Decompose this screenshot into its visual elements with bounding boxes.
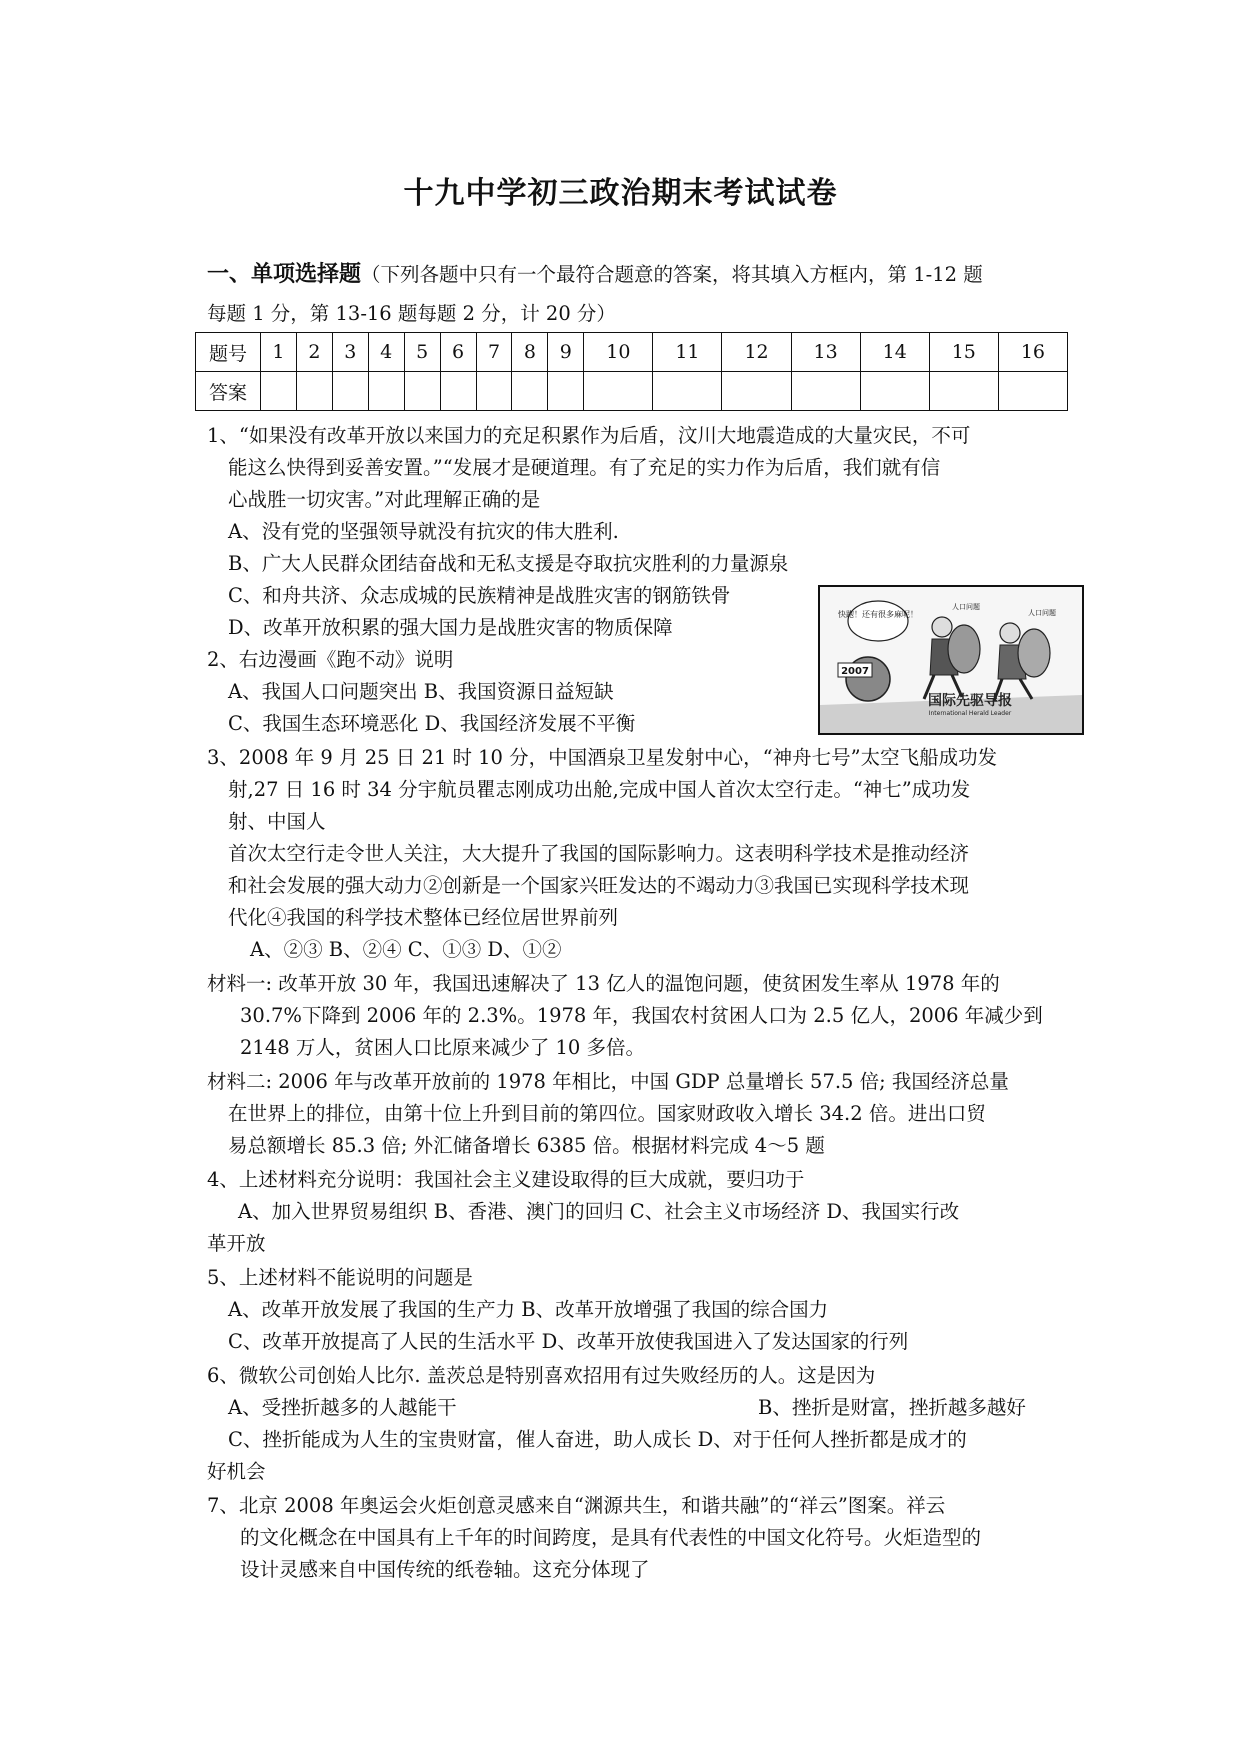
- text-line: 30.7%下降到 2006 年的 2.3%。1978 年，我国农村贫困人口为 2.5 亿人，2006 年减少到: [240, 1004, 1043, 1027]
- row-label-answer: 答案: [196, 372, 261, 411]
- row-label-question: 题号: [196, 333, 261, 372]
- text-line: 6、微软公司创始人比尔. 盖茨总是特别喜欢招用有过失败经历的人。这是因为: [207, 1364, 876, 1387]
- text-line: 2148 万人，贫困人口比原来减少了 10 多倍。: [240, 1036, 646, 1059]
- text-line: 4、上述材料充分说明：我国社会主义建设取得的巨大成就，要归功于: [207, 1168, 805, 1191]
- text-line: 的文化概念在中国具有上千年的时间跨度，是具有代表性的中国文化符号。火炬造型的: [240, 1526, 982, 1549]
- answer-cell[interactable]: [584, 372, 653, 411]
- text-line: 材料一: 改革开放 30 年，我国迅速解决了 13 亿人的温饱问题，使贫困发生率从 1978 年的: [207, 972, 1000, 995]
- question-number: 14: [860, 333, 929, 372]
- answer-cell[interactable]: [332, 372, 368, 411]
- text-line: A、加入世界贸易组织 B、香港、澳门的回归 C、社会主义市场经济 D、我国实行改: [238, 1200, 960, 1223]
- question-number: 16: [998, 333, 1067, 372]
- text-line: 材料二: 2006 年与改革开放前的 1978 年相比，中国 GDP 总量增长 57.5 倍; 我国经济总量: [207, 1070, 1009, 1093]
- text-line: 易总额增长 85.3 倍; 外汇储备增长 6385 倍。根据材料完成 4～5 题: [228, 1134, 825, 1157]
- text-line: A、②③ B、②④ C、①③ D、①②: [250, 938, 562, 961]
- text-line: 7、北京 2008 年奥运会火炬创意灵感来自“渊源共生，和谐共融”的“祥云”图案。祥云: [207, 1494, 946, 1517]
- answer-cell[interactable]: [653, 372, 722, 411]
- text-line: 好机会: [207, 1460, 266, 1483]
- text-line: 和社会发展的强大动力②创新是一个国家兴旺发达的不竭动力③我国已实现科学技术现: [228, 874, 970, 897]
- question-number: 9: [548, 333, 584, 372]
- cartoon-banner: 国际先驱导报: [928, 693, 1012, 709]
- text-line: C、改革开放提高了人民的生活水平 D、改革开放使我国进入了发达国家的行列: [228, 1330, 909, 1353]
- answer-cell[interactable]: [548, 372, 584, 411]
- answer-cell[interactable]: [929, 372, 998, 411]
- answer-cell[interactable]: [791, 372, 860, 411]
- section-note-line2: 每题 1 分，第 13-16 题每题 2 分，计 20 分）: [207, 302, 616, 325]
- answer-table: [195, 332, 1068, 411]
- question-number: 2: [296, 333, 332, 372]
- text-line: A、受挫折越多的人越能干: [228, 1396, 457, 1419]
- question-number: 6: [440, 333, 476, 372]
- question-number: 8: [512, 333, 548, 372]
- text-line: 5、上述材料不能说明的问题是: [207, 1266, 473, 1289]
- text-line: 代化④我国的科学技术整体已经位居世界前列: [228, 906, 619, 929]
- cartoon-drawing: [820, 587, 1082, 733]
- text-line: 设计灵感来自中国传统的纸卷轴。这充分体现了: [240, 1558, 650, 1581]
- text-line: 1、“如果没有改革开放以来国力的充足积累作为后盾，汶川大地震造成的大量灾民，不可: [207, 424, 971, 447]
- text-line: 革开放: [207, 1232, 266, 1255]
- cartoon-tag: 人口问题: [1028, 609, 1056, 617]
- answer-cell[interactable]: [998, 372, 1067, 411]
- text-line: A、没有党的坚强领导就没有抗灾的伟大胜利.: [228, 520, 619, 543]
- answer-cell[interactable]: [512, 372, 548, 411]
- text-line: A、我国人口问题突出 B、我国资源日益短缺: [228, 680, 614, 703]
- text-line: 能这么快得到妥善安置。”“发展才是硬道理。有了充足的实力作为后盾，我们就有信: [228, 456, 941, 479]
- text-line: 3、2008 年 9 月 25 日 21 时 10 分，中国酒泉卫星发射中心，“神舟七号”太空飞船成功发: [207, 746, 998, 769]
- section-note: （下列各题中只有一个最符合题意的答案，将其填入方框内，第 1-12 题: [361, 263, 983, 286]
- cartoon-banner-en: International Herald Leader: [928, 710, 1012, 717]
- text-line: B、广大人民群众团结奋战和无私支援是夺取抗灾胜利的力量源泉: [228, 552, 789, 575]
- question-number: 10: [584, 333, 653, 372]
- answer-cell[interactable]: [860, 372, 929, 411]
- answer-cell[interactable]: [440, 372, 476, 411]
- text-line: A、改革开放发展了我国的生产力 B、改革开放增强了我国的综合国力: [228, 1298, 829, 1321]
- text-line: B、挫折是财富，挫折越多越好: [758, 1396, 1026, 1419]
- text-line: C、我国生态环境恶化 D、我国经济发展不平衡: [228, 712, 636, 735]
- text-line: 2、右边漫画《跑不动》说明: [207, 648, 454, 671]
- question-number: 11: [653, 333, 722, 372]
- question-number: 4: [368, 333, 404, 372]
- cartoon-speech: 快跑！还有很多麻呢！: [838, 610, 918, 619]
- text-line: 心战胜一切灾害。”对此理解正确的是: [228, 488, 541, 511]
- question-number: 15: [929, 333, 998, 372]
- page-title: 十九中学初三政治期末考试试卷: [403, 176, 838, 211]
- text-line: C、和舟共济、众志成城的民族精神是战胜灾害的钢筋铁骨: [228, 584, 731, 607]
- text-line: 射、中国人: [228, 810, 326, 833]
- question-number: 1: [261, 333, 297, 372]
- text-line: 射,27 日 16 时 34 分宇航员瞿志刚成功出舱,完成中国人首次太空行走。“神七”成功发: [228, 778, 971, 801]
- answer-cell[interactable]: [261, 372, 297, 411]
- question-number: 7: [476, 333, 512, 372]
- answer-cell[interactable]: [296, 372, 332, 411]
- cartoon-year: 2007: [841, 666, 869, 677]
- cartoon-illustration: [818, 585, 1084, 735]
- cartoon-tag: 人口问题: [952, 603, 980, 611]
- section-heading: 一、单项选择题: [207, 261, 362, 287]
- answer-table-answer-row: [196, 372, 1068, 411]
- answer-table-number-row: [196, 333, 1068, 372]
- text-line: 在世界上的排位，由第十位上升到目前的第四位。国家财政收入增长 34.2 倍。进出口贸: [228, 1102, 986, 1125]
- question-number: 12: [722, 333, 791, 372]
- answer-cell[interactable]: [722, 372, 791, 411]
- text-line: 首次太空行走令世人关注，大大提升了我国的国际影响力。这表明科学技术是推动经济: [228, 842, 970, 865]
- answer-cell[interactable]: [368, 372, 404, 411]
- answer-cell[interactable]: [404, 372, 440, 411]
- text-line: C、挫折能成为人生的宝贵财富，催人奋进，助人成长 D、对于任何人挫折都是成才的: [228, 1428, 967, 1451]
- question-number: 3: [332, 333, 368, 372]
- text-line: D、改革开放积累的强大国力是战胜灾害的物质保障: [228, 616, 673, 639]
- answer-cell[interactable]: [476, 372, 512, 411]
- section-heading-line: [207, 258, 983, 291]
- question-number: 13: [791, 333, 860, 372]
- question-number: 5: [404, 333, 440, 372]
